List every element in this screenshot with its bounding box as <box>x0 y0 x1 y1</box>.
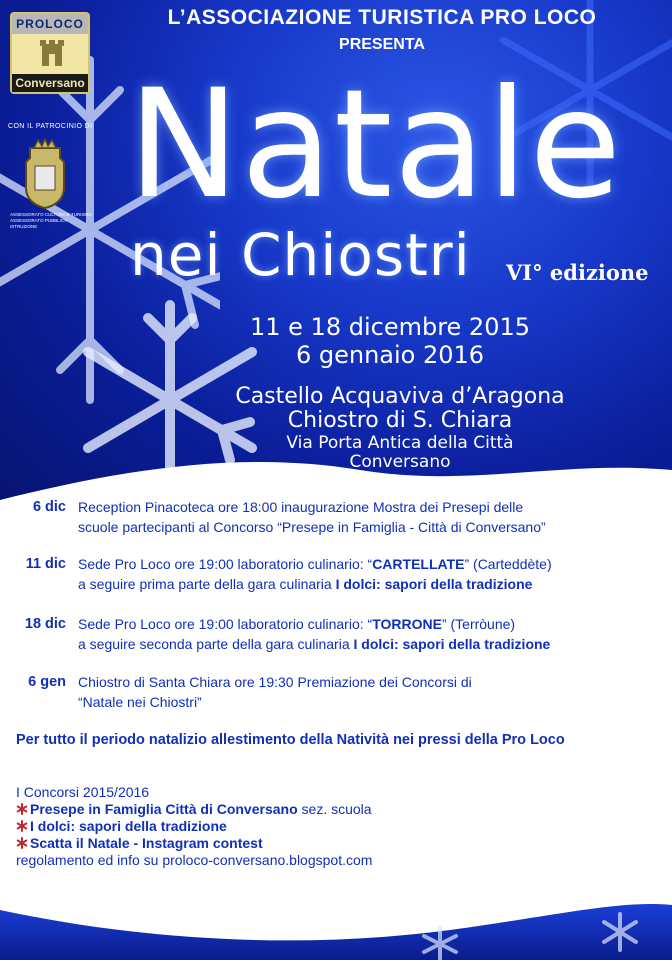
association-heading: L’ASSOCIAZIONE TURISTICA PRO LOCO <box>167 6 597 29</box>
venue-street: Via Porta Antica della Città <box>286 433 514 453</box>
event-text <box>78 672 668 712</box>
tower-icon <box>36 36 68 66</box>
red-snowflake-icon <box>16 820 28 832</box>
contest-section: sez. scuola <box>297 801 372 817</box>
dates-line-1: 11 e 18 dicembre 2015 <box>249 313 531 341</box>
event-line-2: “Natale nei Chiostri” <box>78 694 202 710</box>
title-nei-chiostri: nei Chiostri <box>130 221 471 289</box>
logo-name: Conversano <box>12 74 88 92</box>
event-line-1: Reception Pinacoteca ore 18:00 inaugurazione Mostra dei Presepi delle <box>78 499 524 515</box>
contest-name: Scatta il Natale - Instagram contest <box>30 835 263 851</box>
event-text-part: ” (Terròune) <box>441 616 516 632</box>
event-line-1 <box>78 554 668 574</box>
event-day: 6 gen <box>28 674 66 690</box>
event-dish: TORRONE <box>372 616 442 632</box>
venue-cloister: Chiostro di S. Chiara <box>287 408 513 433</box>
contest-name: Presepe in Famiglia Città di Conversano <box>30 801 298 817</box>
event-contest: I dolci: sapori della tradizione <box>335 576 533 592</box>
logo-top-text: PROLOCO <box>12 14 88 34</box>
dates-line-2: 6 gennaio 2016 <box>295 341 485 369</box>
contests-heading: I Concorsi 2015/2016 <box>16 784 150 800</box>
crest-icon <box>20 138 70 210</box>
title-natale: Natale <box>127 58 623 232</box>
contest-item <box>16 835 536 852</box>
proloco-logo <box>10 12 90 94</box>
event-text-part: ” (Carteddète) <box>464 556 552 572</box>
event-dish: CARTELLATE <box>372 556 465 572</box>
event-line-1 <box>78 614 668 634</box>
nativity-notice: Per tutto il periodo natalizio allestimento della Natività nei pressi della Pro Loco <box>16 732 565 748</box>
event-text-part: Sede Pro Loco ore 19:00 laboratorio culinario: “ <box>78 616 373 632</box>
patronage-label: CON IL PATROCINIO DI <box>8 123 93 130</box>
event-text <box>78 614 668 654</box>
contests-list <box>16 784 536 869</box>
bottom-wave <box>0 870 672 960</box>
edition-label: VI° edizione <box>506 260 649 285</box>
red-snowflake-icon <box>16 803 28 815</box>
event-text <box>78 497 668 537</box>
contest-name: I dolci: sapori della tradizione <box>30 818 227 834</box>
event-line-2 <box>78 574 668 594</box>
venue-city: Conversano <box>349 452 451 472</box>
presenta-heading: PRESENTA <box>339 36 425 53</box>
event-line-1: Chiostro di Santa Chiara ore 19:30 Premiazione dei Concorsi di <box>78 674 472 690</box>
red-snowflake-icon <box>16 837 28 849</box>
event-text-part: Sede Pro Loco ore 19:00 laboratorio culinario: “ <box>78 556 373 572</box>
event-day: 18 dic <box>24 616 66 632</box>
assessorati-label: ASSESSORATO CULTURA E TURISMO ASSESSORATO PUBBLICA ISTRUZIONE <box>10 212 92 229</box>
event-text <box>78 554 668 594</box>
event-line-2 <box>78 634 668 654</box>
event-day: 6 dic <box>32 499 66 515</box>
venue-castle: Castello Acquaviva d’Aragona <box>235 384 565 409</box>
contest-item <box>16 801 536 818</box>
event-contest: I dolci: sapori della tradizione <box>353 636 551 652</box>
contests-info: regolamento ed info su proloco-conversano.blogspot.com <box>16 852 373 868</box>
event-text-part: a seguire seconda parte della gara culinaria <box>78 636 354 652</box>
contest-item <box>16 818 536 835</box>
event-text-part: a seguire prima parte della gara culinaria <box>78 576 336 592</box>
event-day: 11 dic <box>25 556 66 572</box>
event-line-2: scuole partecipanti al Concorso “Presepe in Famiglia - Città di Conversano” <box>78 519 546 535</box>
